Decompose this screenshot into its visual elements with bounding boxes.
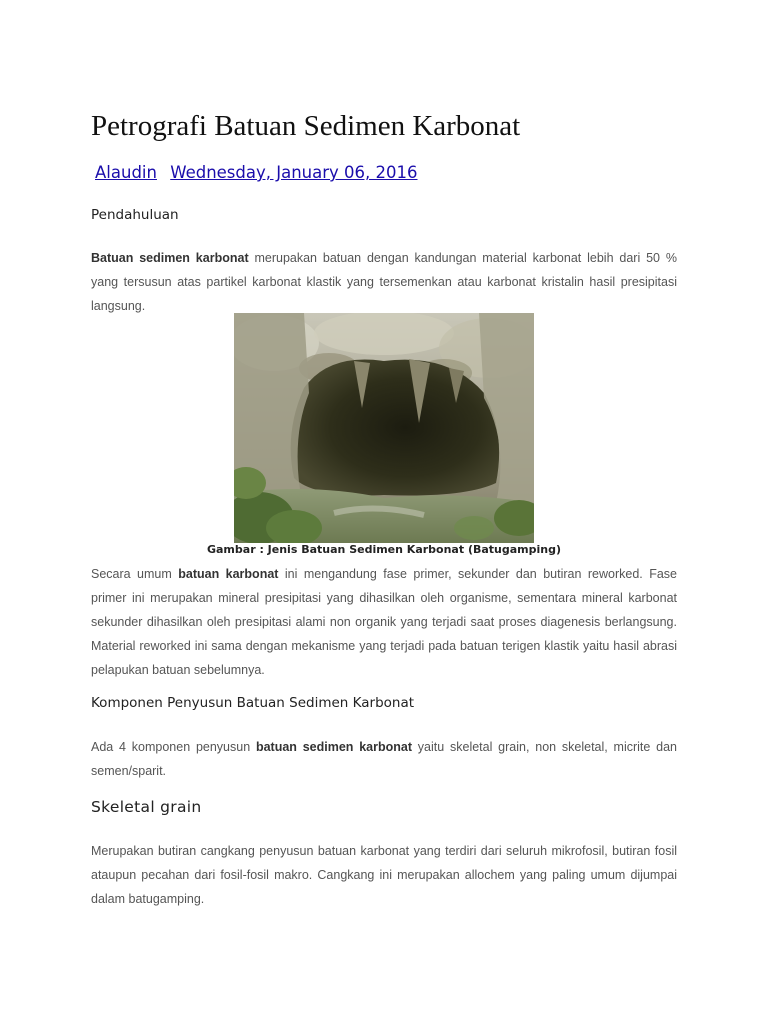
page-title: Petrografi Batuan Sedimen Karbonat xyxy=(91,110,521,142)
intro-text: merupakan batuan dengan kandungan material karbonat lebih dari 50 % yang tersusun atas partikel karbonat klastik yang tersemenkan atau karbonat kristalin hasil presipitasi langsung. xyxy=(91,251,677,313)
figure-caption: Gambar : Jenis Batuan Sedimen Karbonat (Batugamping) xyxy=(206,543,562,556)
intro-bold-lead: Batuan sedimen karbonat xyxy=(91,251,249,265)
author-link[interactable]: Alaudin xyxy=(95,163,157,182)
components-heading: Komponen Penyusun Batuan Sedimen Karbonat xyxy=(91,695,415,711)
cave-photo xyxy=(234,313,534,543)
skeletal-heading: Skeletal grain xyxy=(91,798,202,816)
skeletal-paragraph: Merupakan butiran cangkang penyusun batuan karbonat yang terdiri dari seluruh mikrofosil, butiran fosil ataupun pecahan dari fosil-fosil makro. Cangkang ini merupakan allochem yang paling umum dijumpai dalam batugamping. xyxy=(91,844,677,906)
intro-paragraph xyxy=(91,246,677,318)
p2-pre: Secara umum xyxy=(91,567,179,581)
intro-heading: Pendahuluan xyxy=(91,207,179,223)
components-text: yaitu skeletal grain, non skeletal, micrite dan semen/sparit. xyxy=(91,740,677,778)
p2-bold: batuan karbonat xyxy=(178,567,279,581)
components-paragraph xyxy=(91,735,677,783)
body-paragraph-2 xyxy=(91,562,677,682)
components-pre: Ada 4 komponen penyusun xyxy=(91,740,256,754)
date-link[interactable]: Wednesday, January 06, 2016 xyxy=(170,163,418,182)
components-bold: batuan sedimen karbonat xyxy=(255,740,413,754)
post-meta xyxy=(95,163,418,182)
p2-text: ini mengandung fase primer, sekunder dan butiran reworked. Fase primer ini merupakan mineral presipitasi yang dihasilkan oleh organisme, sementara mineral karbonat sekunder dihasilkan oleh presipitasi alami non organik yang terjadi saat proses diagenesis berlangsung. Material reworked ini sama dengan mekanisme yang terjadi pada batuan terigen klastik yaitu hasil abrasi pelapukan batuan sebelumnya. xyxy=(91,567,677,677)
